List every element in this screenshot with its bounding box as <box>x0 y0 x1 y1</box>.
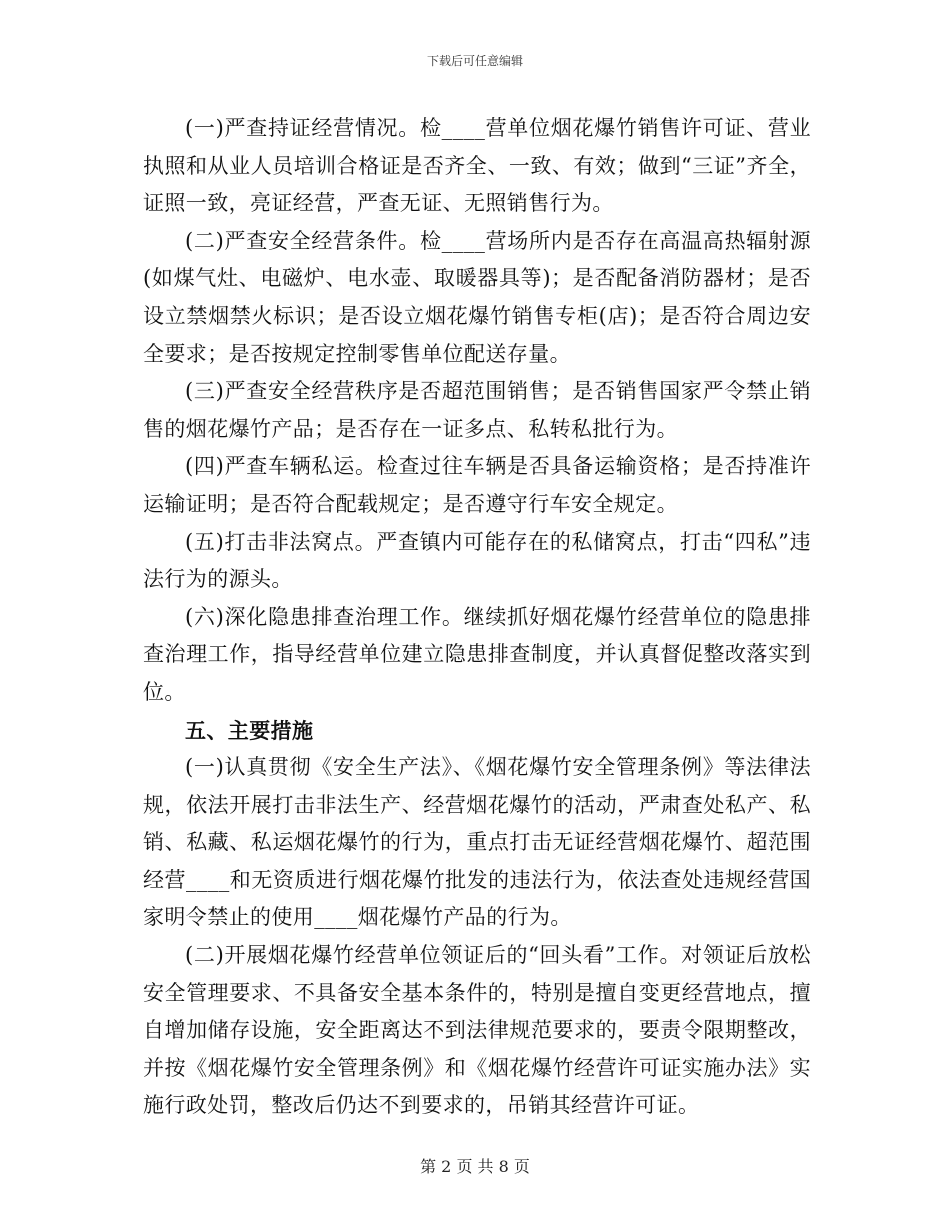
section-title: 五、主要措施 <box>185 717 314 743</box>
paragraph-4: (四)严查车辆私运。检查过往车辆是否具备运输资格；是否持准许运输证明；是否符合配载规定；是否遵守行车安全规定。 <box>143 454 811 516</box>
paragraph-1: (一)严查持证经营情况。检____营单位烟花爆竹销售许可证、营业执照和从业人员培训合格证是否齐全、一致、有效；做到“三证”齐全，证照一致，亮证经营，严查无证、无照销售行为。 <box>143 116 811 216</box>
paragraph-3: (三)严查安全经营秩序是否超范围销售；是否销售国家严令禁止销售的烟花爆竹产品；是否存在一证多点、私转私批行为。 <box>143 379 811 441</box>
page-header: 下载后可任意编辑 <box>426 54 523 68</box>
page-footer: 第 2 页 共 8 页 <box>420 1157 530 1176</box>
paragraph-6: (六)深化隐患排查治理工作。继续抓好烟花爆竹经营单位的隐患排查治理工作，指导经营单位建立隐患排查制度，并认真督促整改落实到位。 <box>143 604 811 704</box>
section-paragraph-2: (二)开展烟花爆竹经营单位领证后的“回头看”工作。对领证后放松安全管理要求、不具备安全基本条件的，特别是擅自变更经营地点，擅自增加储存设施，安全距离达不到法律规范要求的，要责令限期整改，并按《烟花爆竹安全管理条例》和《烟花爆竹经营许可证实施办法》实施行政处罚，整改后仍达不到要求的，吊销其经营许可证。 <box>143 943 811 1118</box>
paragraph-2: (二)严查安全经营条件。检____营场所内是否存在高温高热辐射源(如煤气灶、电磁炉、电水壶、取暖器具等)；是否配备消防器材；是否设立禁烟禁火标识；是否设立烟花爆竹销售专柜(店)；是否符合周边安全要求；是否按规定控制零售单位配送存量。 <box>143 228 811 366</box>
section-paragraph-1: (一)认真贯彻《安全生产法》、《烟花爆竹安全管理条例》等法律法规，依法开展打击非法生产、经营烟花爆竹的活动，严肃查处私产、私销、私藏、私运烟花爆竹的行为，重点打击无证经营烟花爆竹、超范围经营____和无资质进行烟花爆竹批发的违法行为，依法查处违规经营国家明令禁止的使用____烟花爆竹产品的行为。 <box>143 755 811 930</box>
paragraph-5: (五)打击非法窝点。严查镇内可能存在的私储窝点，打击“四私”违法行为的源头。 <box>143 529 811 592</box>
document-body <box>143 110 811 1125</box>
